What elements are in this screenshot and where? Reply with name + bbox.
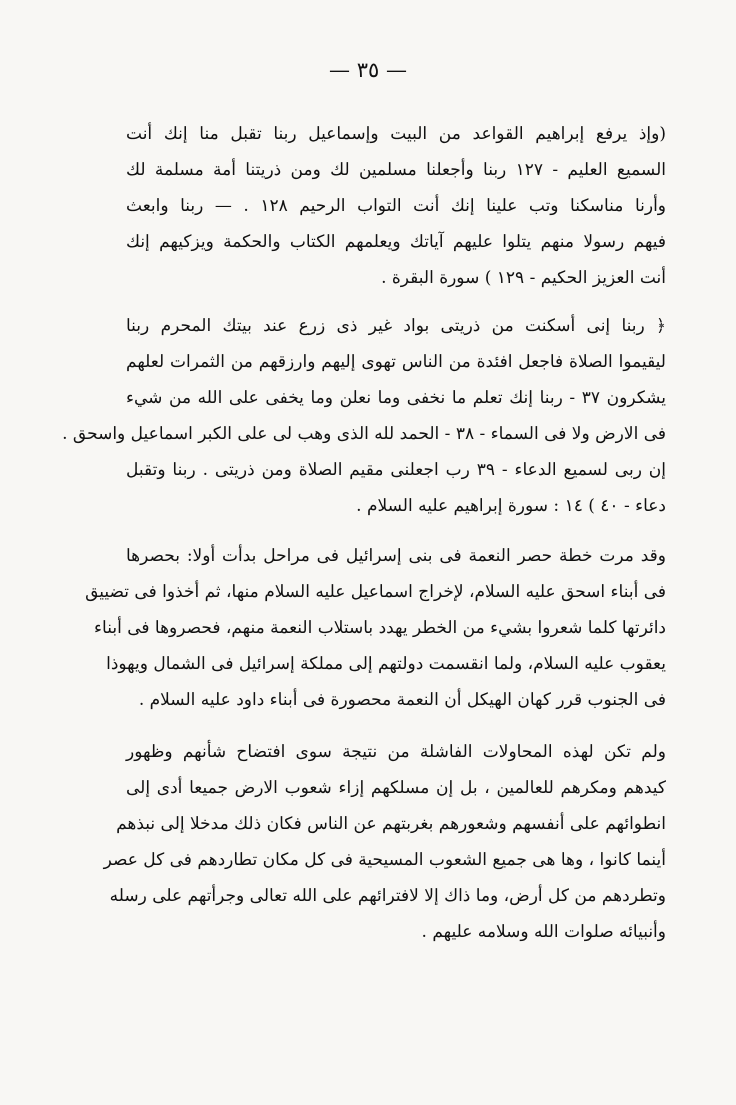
text-line: فيهم رسولا منهم يتلوا عليهم آياتك ويعلمهم الكتاب والحكمة ويزكيهم إنك <box>126 232 666 252</box>
text-line: (وإذ يرفع إبراهيم القواعد من البيت وإسماعيل ربنا تقبل منا إنك أنت <box>126 124 666 144</box>
text-line: ﴿ ربنا إنى أسكنت من ذريتى بواد غير ذى زرع عند بيتك المحرم ربنا <box>126 316 666 336</box>
text-line: السميع العليم - ١٢٧ ربنا وأجعلنا مسلمين لك ومن ذريتنا أمة مسلمة لك <box>126 160 666 180</box>
text-line: ليقيموا الصلاة فاجعل افئدة من الناس تهوى إليهم وارزقهم من الثمرات لعلهم <box>126 352 666 372</box>
text-line: فى أبناء اسحق عليه السلام، لإخراج اسماعيل عليه السلام منها، ثم أخذوا فى تضييق <box>85 582 666 602</box>
text-line: دعاء - ٤٠ ) ١٤ : سورة إبراهيم عليه السلام . <box>356 496 666 516</box>
page-number: — ٣٥ — <box>329 58 407 82</box>
text-line: فى الجنوب قرر كهان الهيكل أن النعمة محصورة فى أبناء داود عليه السلام . <box>138 690 666 710</box>
body-paragraph <box>103 734 666 950</box>
quran-quote-ibrahim <box>62 308 667 524</box>
text-line: ولم تكن لهذه المحاولات الفاشلة من نتيجة سوى افتضاح شأنهم وظهور <box>126 742 666 762</box>
text-line: وأرنا مناسكنا وتب علينا إنك أنت التواب الرحيم ١٢٨ . — ربنا وابعث <box>126 196 666 216</box>
quran-quote-al-baqarah <box>126 116 666 296</box>
text-line: إن ربى لسميع الدعاء - ٣٩ رب اجعلنى مقيم الصلاة ومن ذريتى . ربنا وتقبل <box>126 460 666 480</box>
text-line: وقد مرت خطة حصر النعمة فى بنى إسرائيل فى مراحل بدأت أولا: بحصرها <box>126 546 666 566</box>
text-line: يعقوب عليه السلام، ولما انقسمت دولتهم إلى مملكة إسرائيل فى الشمال ويهوذا <box>106 654 666 674</box>
text-line: يشكرون ٣٧ - ربنا إنك تعلم ما نخفى وما نعلن وما يخفى على الله من شيء <box>126 388 667 408</box>
text-line: فى الارض ولا فى السماء - ٣٨ - الحمد لله الذى وهب لى على الكبر اسماعيل واسحق . <box>62 424 666 444</box>
text-line: كيدهم ومكرهم للعالمين ، بل إن مسلكهم إزاء شعوب الارض جميعا أدى إلى <box>126 778 666 798</box>
text-line: أينما كانوا ، وها هى جميع الشعوب المسيحية فى كل مكان تطاردهم فى كل عصر <box>103 850 666 870</box>
text-line: انطوائهم على أنفسهم وشعورهم بغربتهم عن الناس فكان ذلك مدخلا إلى نبذهم <box>116 814 666 834</box>
body-paragraph <box>85 538 666 718</box>
text-line: أنت العزيز الحكيم - ١٢٩ ) سورة البقرة . <box>381 268 666 288</box>
text-line: وأنبيائه صلوات الله وسلامه عليهم . <box>421 922 666 942</box>
text-line: وتطردهم من كل أرض، وما ذاك إلا لافترائهم على الله تعالى وجرأتهم على رسله <box>109 886 666 906</box>
text-line: دائرتها كلما شعروا بشيء من الخطر يهدد باستلاب النعمة منهم، فحصروها فى أبناء <box>94 618 666 638</box>
